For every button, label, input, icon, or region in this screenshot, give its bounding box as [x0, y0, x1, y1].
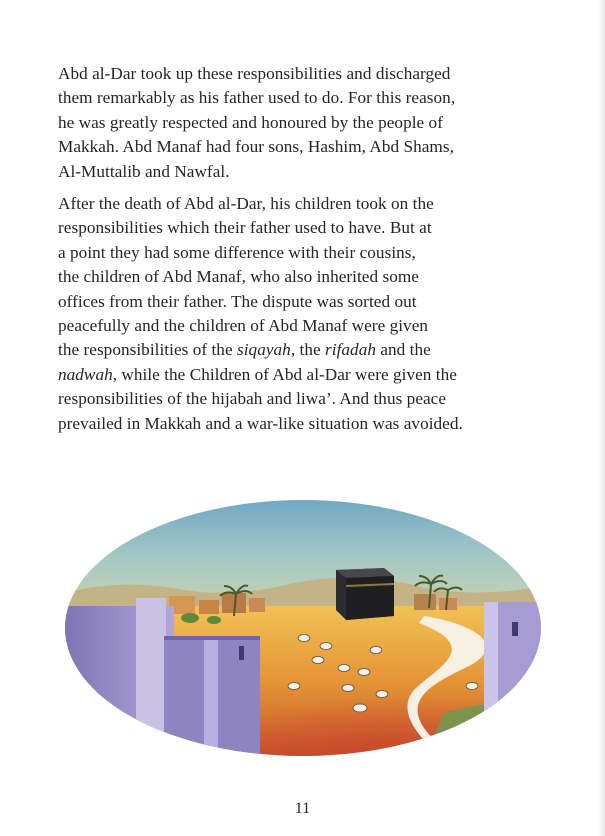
- page-edge: [597, 0, 605, 836]
- page-number: 11: [294, 800, 311, 817]
- text-line: Al-Muttalib and Nawfal.: [58, 161, 230, 181]
- text-line: a point they had some difference with their cousins,: [58, 242, 416, 262]
- text-line: prevailed in Makkah and a war-like situation was avoided.: [58, 413, 463, 433]
- text-line: nadwah, while the Children of Abd al-Dar were given the: [58, 364, 457, 384]
- term-rifadah: rifadah: [325, 340, 376, 360]
- text-line: the responsibilities of the siqayah, the rifadah and the: [58, 340, 431, 360]
- text-line: peacefully and the children of Abd Manaf were given: [58, 316, 429, 336]
- term-siqayah: siqayah: [236, 340, 291, 360]
- text-line: responsibilities of the hijabah and liwa’. And thus peace: [58, 389, 447, 409]
- text-line: offices from their father. The dispute was sorted out: [58, 291, 417, 311]
- body-text: [58, 62, 558, 436]
- text-line: responsibilities which their father used to have. But at: [58, 218, 432, 238]
- kaaba: [336, 568, 394, 620]
- paragraph-2: [58, 192, 558, 436]
- text-line: them remarkably as his father used to do. For this reason,: [58, 88, 456, 108]
- text-line: he was greatly respected and honoured by the people of: [58, 112, 443, 132]
- paragraph-1: [58, 62, 558, 184]
- text-line: Makkah. Abd Manaf had four sons, Hashim, Abd Shams,: [58, 137, 454, 157]
- text-line: After the death of Abd al-Dar, his children took on the: [58, 194, 434, 214]
- term-nadwah: nadwah: [58, 364, 113, 384]
- kaaba-illustration: [64, 498, 542, 758]
- right-wall: [484, 602, 542, 758]
- text-line: Abd al-Dar took up these responsibilities and discharged: [58, 64, 451, 83]
- text-line: the children of Abd Manaf, who also inherited some: [58, 267, 419, 287]
